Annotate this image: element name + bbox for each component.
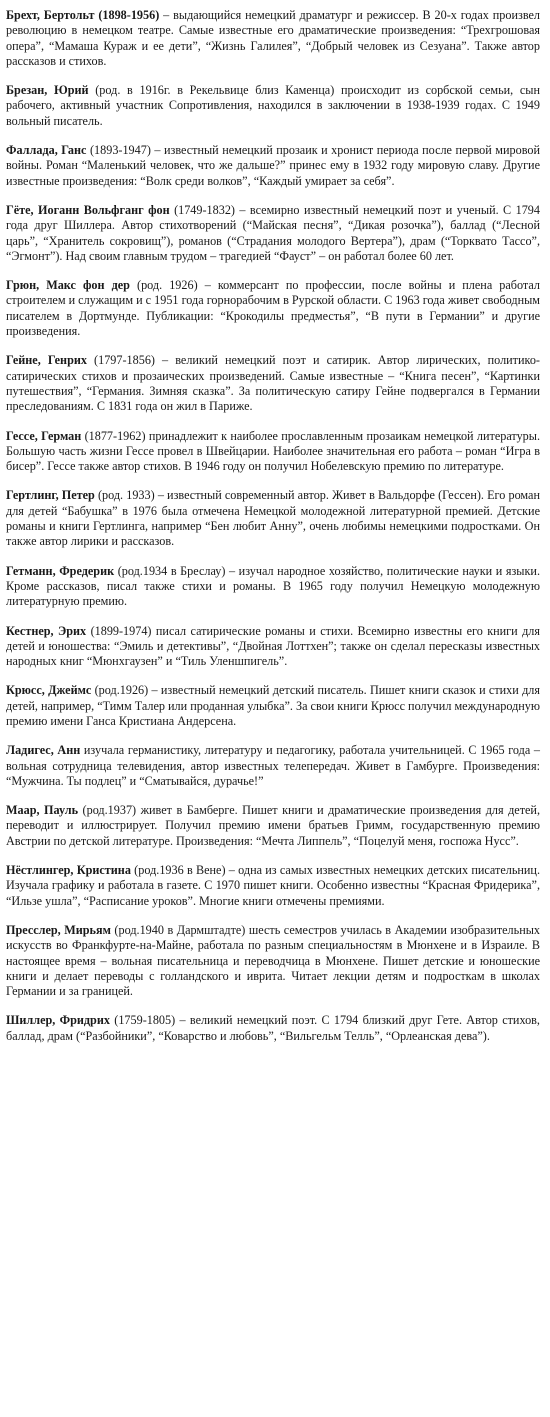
entry-text: (род.1940 в Дармштадте) шесть семестров училась в Академии изобразительных искусств во Франкфурте-на-Майне, работала по разным специальностям в Мюнхене и в Израиле. В настоящее время – вольная писательница и переводчица в Мюнхене. Пишет детские и юношеские книги и делает переводы с голландского и иврита. Читает лекции детям и подросткам в школах Германии и за границей. [6,922,541,999]
entry-name: Гертлинг, Петер [6,488,95,503]
entry-name: Брезан, Юрий [6,83,89,98]
entry-name: Гейне, Генрих [6,353,87,368]
entry-text: (1877-1962) принадлежит к наиболее прославленным прозаикам немецкой литературы. Большую часть жизни Гессе провел в Швейцарии. Наиболее значительная его работа – роман “Игра в бисер”. Гессе также автор стихов. В 1946 году он получил Нобелевскую премию по литературе. [6,428,540,474]
entry-text: (1759-1805) – великий немецкий поэт. С 1794 близкий друг Гете. Автор стихов, баллад, драм (“Разбойники”, “Коварство и любовь”, “Вильгельм Телль”, “Орлеанская дева”). [6,1013,540,1043]
entry-heine [6,353,540,414]
entry-name: Грюн, Макс фон дер [6,278,130,293]
entry-hetmann [6,564,540,610]
entry-kruess [6,683,540,729]
entry-name: Гетманн, Фредерик [6,563,115,578]
entry-text: (1797-1856) – великий немецкий поэт и сатирик. Автор лирических, политико-сатирических стихов и прозаических произведений. Самые известные – “Книга песен”, “Картинки путешествия”, “Германия. Зимняя сказка”. За политическую сатиру Гейне подвергался в Германии преследованиям. С 1831 года он жил в Париже. [6,353,540,414]
entry-name: Маар, Пауль [6,803,79,818]
entry-name: Фаллада, Ганс [6,143,87,158]
entry-text: (род. 1926) – коммерсант по профессии, после войны и плена работал строителем и служащим и с 1951 года горнорабочим в Рурской области. С 1963 года живет свободным писателем в Дортмунде. Публикации: “Крокодилы предместья”, “В пути в Германии” и другие произведения. [6,278,540,339]
entry-kaestner [6,624,540,670]
entry-name: Кестнер, Эрих [6,623,87,638]
entry-text: (род. в 1916г. в Рекельвице близ Каменца) происходит из сорбской семьи, сын рабочего, активный участник Сопротивления, находился в заключении в 1938-1939 годах. С 1949 вольный писатель. [6,83,540,128]
entry-schiller [6,1013,540,1044]
entry-name: Брехт, Бертольт (1898-1956) [6,8,160,22]
entry-maar [6,803,540,849]
entry-gruen [6,278,540,339]
entry-name: Крюсс, Джеймс [6,683,92,698]
entry-text: (род.1936 в Вене) – одна из самых известных немецких детских писательниц. Изучала графику и работала в газете. С 1970 пишет книги. Особенно известны “Красная Фридерика”, “Ильзе ушла”, “Расписание уроков”. Многие книги отмечены премиями. [6,863,540,908]
entry-text: (род.1937) живет в Бамберге. Пишет книги и драматические произведения для детей, переводит и иллюстрирует. Получил премию имени братьев Гримм, государственную премию Австрии по детской литературе. Произведения: “Мечта Липпель”, “Поцелуй меня, госпожа Нусс”. [6,803,540,848]
entry-text: – выдающийся немецкий драматург и режиссер. В 20-х годах произвел революцию в немецком театре. Самые известные его драматические произведения: “Трехгрошовая опера”, “Мамаша Кураж и ее дети”, “Жизнь Галилея”, “Добрый человек из Сезуана”. Также автор рассказов и стихов. [6,8,540,68]
entry-text: (род. 1933) – известный современный автор. Живет в Вальдорфе (Гессен). Его роман для детей “Бабушка” в 1976 была отмечена Немецкой молодежной литературной премией. Детские романы и книги Гертлинга, например “Бен любит Анну”, очень любимы немецкими подростками. Он также автор лирики и рассказов. [6,488,540,549]
entry-name: Пресслер, Мирьям [6,922,111,937]
entry-noestlinger [6,863,540,909]
entry-text: (род.1926) – известный немецкий детский писатель. Пишет книги сказок и стихи для детей, например, “Тимм Талер или проданная улыбка”. За свои книги Крюсс получил международную премию имени Ганса Кристиана Андерсена. [6,683,540,728]
entry-name: Ладигес, Анн [6,743,81,758]
entry-hesse [6,429,540,475]
entry-name: Нёстлингер, Кристина [6,863,131,878]
entry-text: (1893-1947) – известный немецкий прозаик и хронист периода после первой мировой войны. Роман “Маленький человек, что же дальше?” принес ему в 1932 году мировую славу. Другие известные произведения: “Волк среди волков”, “Каждый умирает за себя”. [6,143,541,188]
entry-haertling [6,488,540,549]
entry-name: Гессе, Герман [6,428,82,443]
entry-name: Шиллер, Фридрих [6,1013,110,1028]
entry-brezan [6,83,540,129]
entry-brecht [6,8,540,69]
entry-text: (род.1934 в Бреслау) – изучал народное хозяйство, политические науки и языки. Кроме рассказов, писал также стихи и романы. В 1965 году получил Немецкую молодежную литературную премию. [6,563,540,609]
entry-pressler [6,923,540,999]
entry-ladiges [6,743,540,789]
entry-fallada [6,143,540,189]
entry-goethe [6,203,540,264]
entry-text: (1749-1832) – всемирно известный немецкий поэт и ученый. С 1794 года друг Шиллера. Автор стихотворений (“Майская песня”, “Дикая розочка”), баллад (“Лесной царь”, “Хранитель сокровищ”), романов (“Страдания молодого Вертера”), драм (“Торквато Тассо”, “Эгмонт”). Над своим главным трудом – трагедией “Фауст” – он работал более 60 лет. [6,202,540,263]
entry-text: изучала германистику, литературу и педагогику, работала учительницей. С 1965 года – вольная сотрудница телевидения, автор известных телепередач. Живет в Гамбурге. Произведения: “Мужчина. Ты подлец” и “Сматывайся, дурачье!” [6,743,540,788]
entry-name: Гёте, Иоганн Вольфганг фон [6,202,170,217]
entry-text: (1899-1974) писал сатирические романы и стихи. Всемирно известны его книги для детей и юношества: “Эмиль и детективы”, “Двойная Лоттхен”; также он сделал пересказы известных народных книг “Мюнхгаузен” и “Тиль Уленшпигель”. [6,623,540,669]
